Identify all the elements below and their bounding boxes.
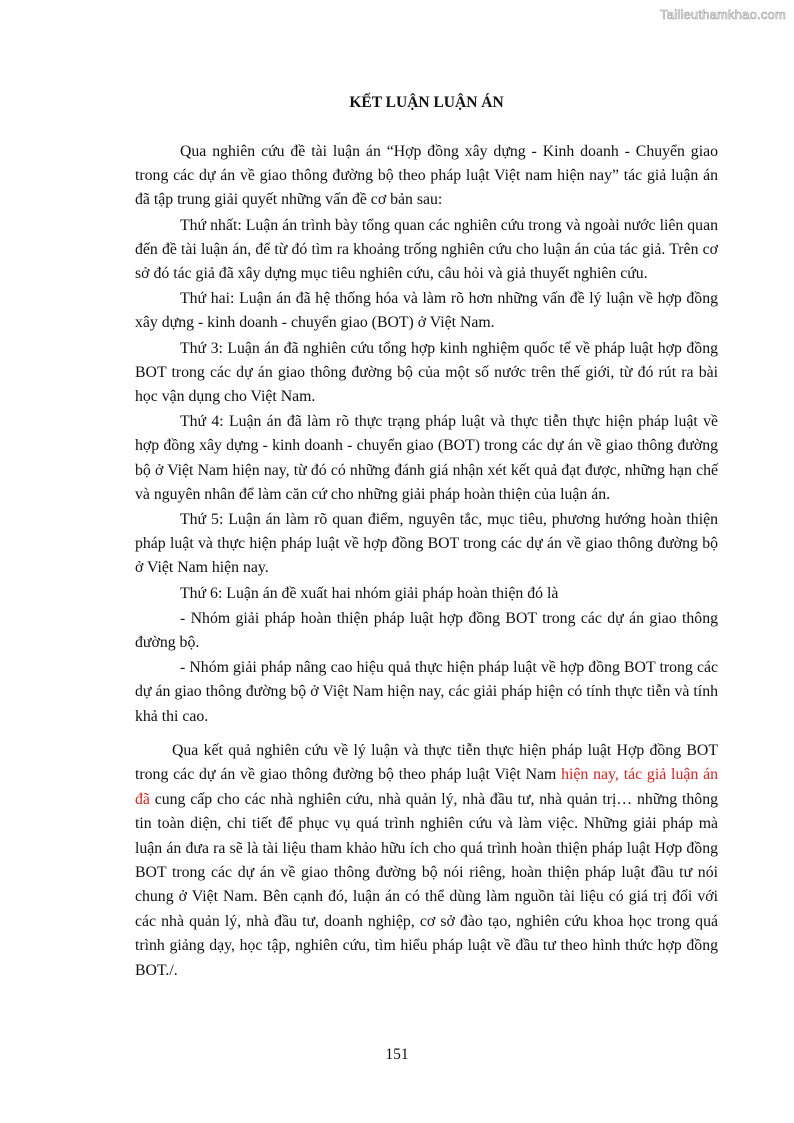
- conclusion-paragraph: [135, 739, 718, 983]
- paragraph-third-point: Thứ 3: Luận án đã nghiên cứu tổng hợp kinh nghiệm quốc tế về pháp luật hợp đồng BOT trong các dự án giao thông đường bộ của một số nước trên thế giới, từ đó rút ra bài học vận dụng cho Việt Nam.: [135, 339, 718, 406]
- page-number: 151: [385, 1046, 409, 1063]
- conclusion-text-end: cung cấp cho các nhà nghiên cứu, nhà quản lý, nhà đầu tư, nhà quản trị… những thông tin toàn diện, chi tiết để phục vụ quá trình nghiên cứu và làm việc. Những giải pháp mà luận án đưa ra sẽ là tài liệu tham khảo hữu ích cho quá trình hoàn thiện pháp luật Hợp đồng BOT trong các dự án về giao thông đường bộ nói riêng, hoàn thiện pháp luật đầu tư nói chung ở Việt Nam. Bên cạnh đó, luận án có thể dùng làm nguồn tài liệu có giá trị đối với các nhà quản lý, nhà đầu tư, doanh nghiệp, cơ sở đào tạo, nghiên cứu khoa học trong quá trình giảng dạy, học tập, nghiên cứu, tìm hiểu pháp luật về đầu tư theo hình thức hợp đồng BOT./.: [135, 790, 718, 979]
- intro-paragraph: Qua nghiên cứu đề tài luận án “Hợp đồng xây dựng - Kinh doanh - Chuyển giao trong các dự án về giao thông đường bộ theo pháp luật Việt nam hiện nay” tác giả luận án đã tập trung giải quyết những vấn đề cơ bản sau:: [135, 143, 718, 209]
- paragraph-fifth-point: Thứ 5: Luận án làm rõ quan điểm, nguyên tắc, mục tiêu, phương hướng hoàn thiện pháp luật và thực hiện pháp luật về hợp đồng BOT trong các dự án về giao thông đường bộ ở Việt Nam hiện nay.: [135, 511, 718, 577]
- solution-group-two: - Nhóm giải pháp nâng cao hiệu quả thực hiện pháp luật về hợp đồng BOT trong các dự án giao thông đường bộ ở Việt Nam hiện nay, các giải pháp hiện có tính thực tiễn và tính khả thi cao.: [135, 659, 718, 725]
- paragraph-sixth-point: Thứ 6: Luận án đề xuất hai nhóm giải pháp hoàn thiện đó là: [180, 584, 559, 602]
- solution-group-one: - Nhóm giải pháp hoàn thiện pháp luật hợp đồng BOT trong các dự án giao thông đường bộ.: [135, 609, 718, 652]
- paragraph-fourth-point: Thứ 4: Luận án đã làm rõ thực trạng pháp luật và thực tiễn thực hiện pháp luật về hợp đồng xây dựng - kinh doanh - chuyển giao (BOT) trong các dự án về giao thông đường bộ ở Việt Nam hiện nay, từ đó có những đánh giá nhận xét kết quả đạt được, những hạn chế và nguyên nhân để làm căn cứ cho những giải pháp hoàn thiện của luận án.: [135, 413, 718, 503]
- conclusion-text-start: Qua kết quả nghiên cứu về lý luận và thực tiễn thực hiện pháp luật Hợp đồng BOT trong các dự án về giao thông đường bộ theo pháp luật Việt Nam: [135, 741, 718, 784]
- highlighted-text: hiện nay, tác giả luận án đã: [135, 766, 718, 808]
- paragraph-spacer: [135, 729, 718, 739]
- paragraph-second-point: Thứ hai: Luận án đã hệ thống hóa và làm rõ hơn những vấn đề lý luận về hợp đồng xây dựng - kinh doanh - chuyển giao (BOT) ở Việt Nam.: [135, 290, 718, 332]
- page-title: KẾT LUẬN LUẬN ÁN: [349, 94, 504, 111]
- paragraph-first-point: Thứ nhất: Luận án trình bày tổng quan các nghiên cứu trong và ngoài nước liên quan đến đề tài luận án, để từ đó tìm ra khoảng trống nghiên cứu cho luận án của tác giả. Trên cơ sở đó tác giả đã xây dựng mục tiêu nghiên cứu, câu hỏi và giả thuyết nghiên cứu.: [135, 216, 718, 283]
- document-page: [135, 93, 718, 983]
- watermark-text: Tailieuthamkhao.com: [660, 7, 786, 22]
